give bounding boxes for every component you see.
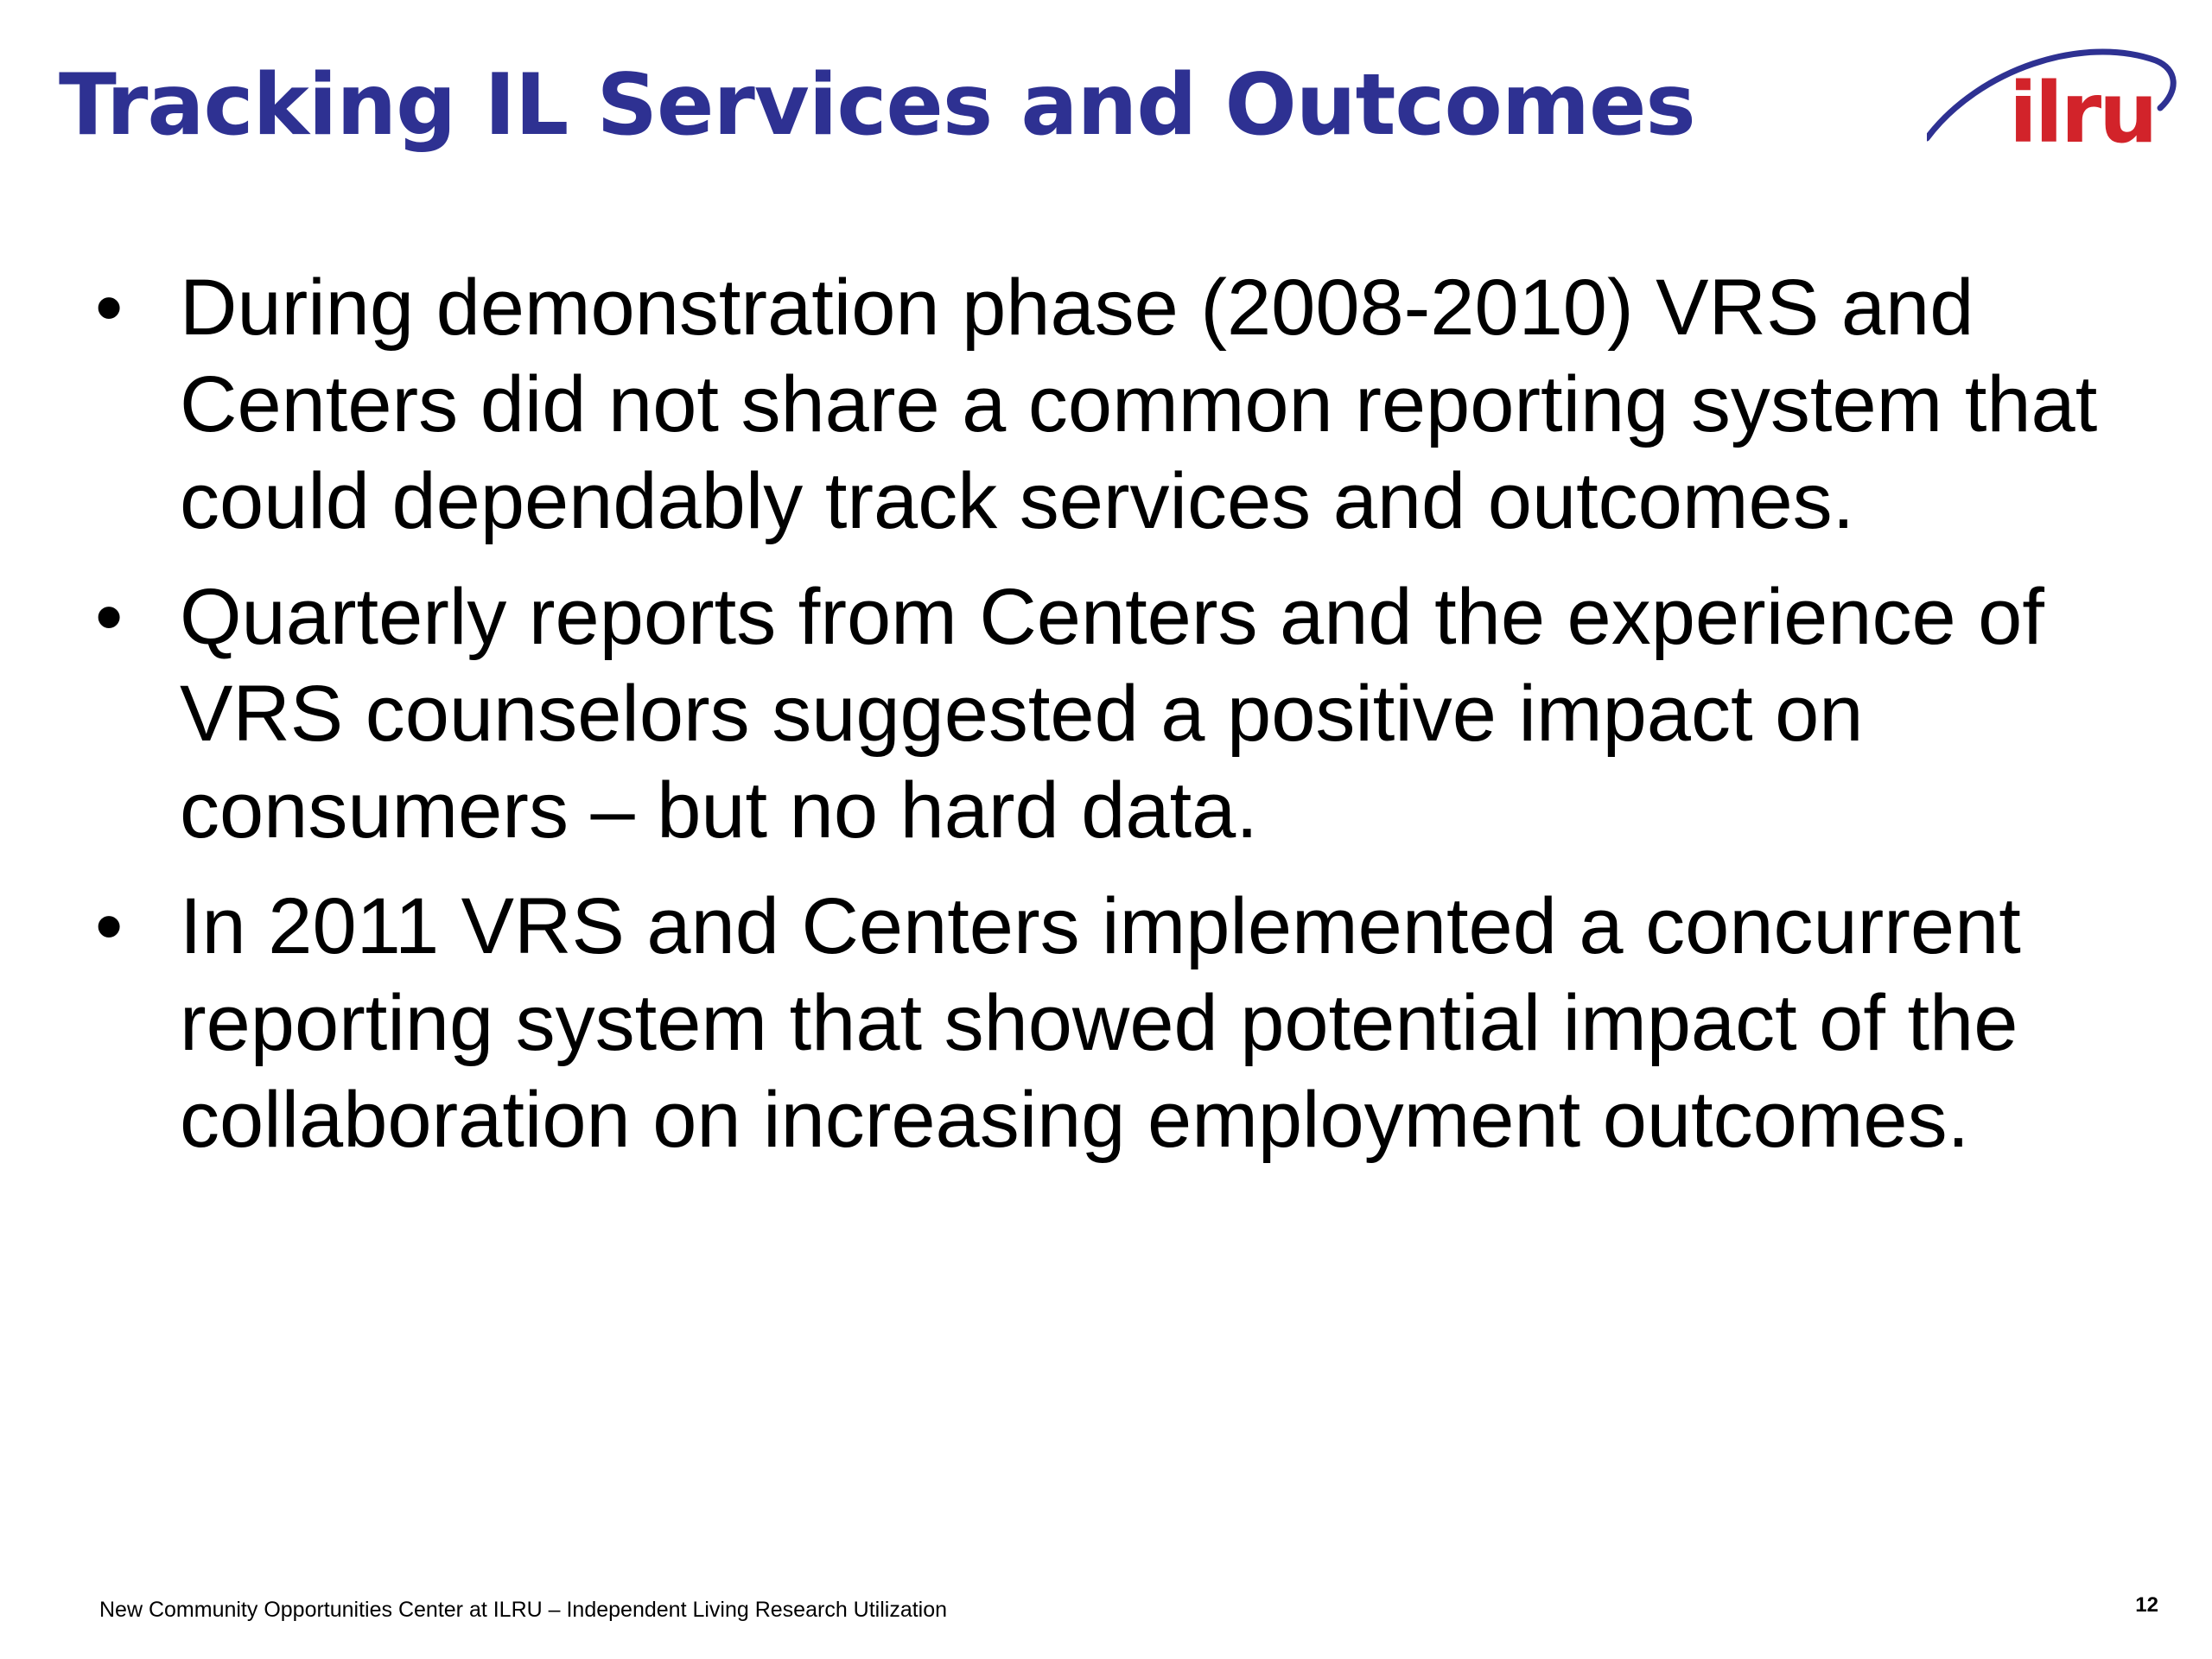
bullet-item xyxy=(0,878,2212,1168)
bullet-dot-icon: • xyxy=(95,573,124,661)
page-number: 12 xyxy=(2135,1593,2158,1617)
ilru-logo xyxy=(1927,35,2186,164)
bullet-text: During demonstration phase (2008-2010) VRS and Centers did not share a common reporting system that could dependably track services and outcomes. xyxy=(180,264,2098,545)
bullet-dot-icon: • xyxy=(95,882,124,970)
bullet-list xyxy=(0,259,2212,1187)
bullet-text: In 2011 VRS and Centers implemented a concurrent reporting system that showed potential impact of the collaboration on increasing employment outcomes. xyxy=(180,882,2021,1164)
bullet-item xyxy=(0,569,2212,859)
logo-text: ilru xyxy=(2009,65,2156,162)
bullet-text: Quarterly reports from Centers and the experience of VRS counselors suggested a positive impact on consumers – but no hard data. xyxy=(180,573,2044,855)
footer-text: New Community Opportunities Center at ILRU – Independent Living Research Utilization xyxy=(99,1598,948,1622)
slide-title: Tracking IL Services and Outcomes xyxy=(59,56,1695,155)
bullet-dot-icon: • xyxy=(95,264,124,352)
bullet-item xyxy=(0,259,2212,550)
